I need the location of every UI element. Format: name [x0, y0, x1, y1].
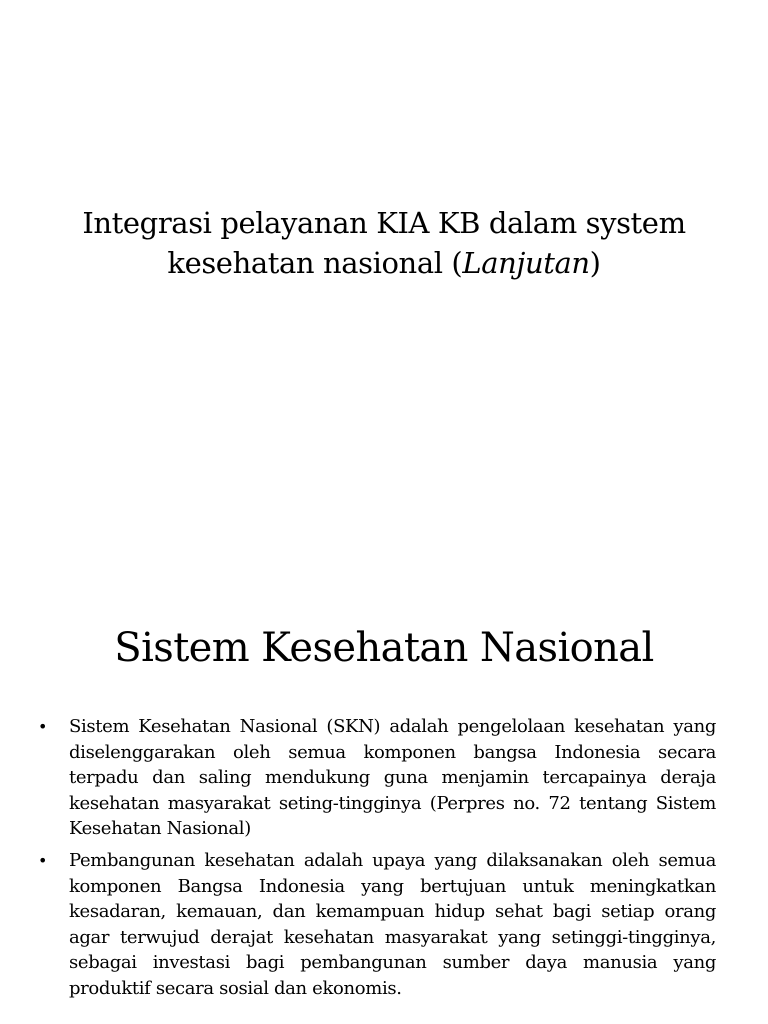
slide-2-title: Sistem Kesehatan Nasional	[114, 625, 654, 671]
slide-1-title-suffix: )	[589, 246, 601, 280]
slide-1-title-prefix: Integrasi pelayanan KIA KB dalam system kesehatan nasional (	[82, 206, 686, 280]
bullet-icon: •	[38, 717, 48, 736]
bullet-icon: •	[38, 850, 48, 870]
bullet-text: Pembangunan kesehatan adalah upaya yang dilaksanakan oleh semua komponen Bangsa Indonesia yang bertujuan untuk meningkatkan kesadaran, kemauan, dan kemampuan hidup sehat bagi setiap orang agar terwujud derajat kesehatan masyarakat yang setinggi-tingginya, sebagai investasi bagi pembangunan sumber daya manusia yang produktif secara sosial dan ekonomis.	[69, 849, 716, 999]
bullet-item	[38, 848, 716, 1002]
bullet-item	[38, 714, 716, 842]
bullet-text: Sistem Kesehatan Nasional (SKN) adalah pengelolaan kesehatan yang diselenggarakan oleh semua komponen bangsa Indonesia secara terpadu dan saling mendukung guna menjamin tercapainya deraja kesehatan masyarakat seting-tingginya (Perpres no. 72 tentang Sistem Kesehatan Nasional)	[69, 716, 716, 840]
slide-2	[0, 512, 768, 1024]
bullet-list	[38, 714, 716, 1008]
slide-1-title-italic: Lanjutan	[462, 246, 590, 280]
slide-1-title	[40, 203, 728, 283]
